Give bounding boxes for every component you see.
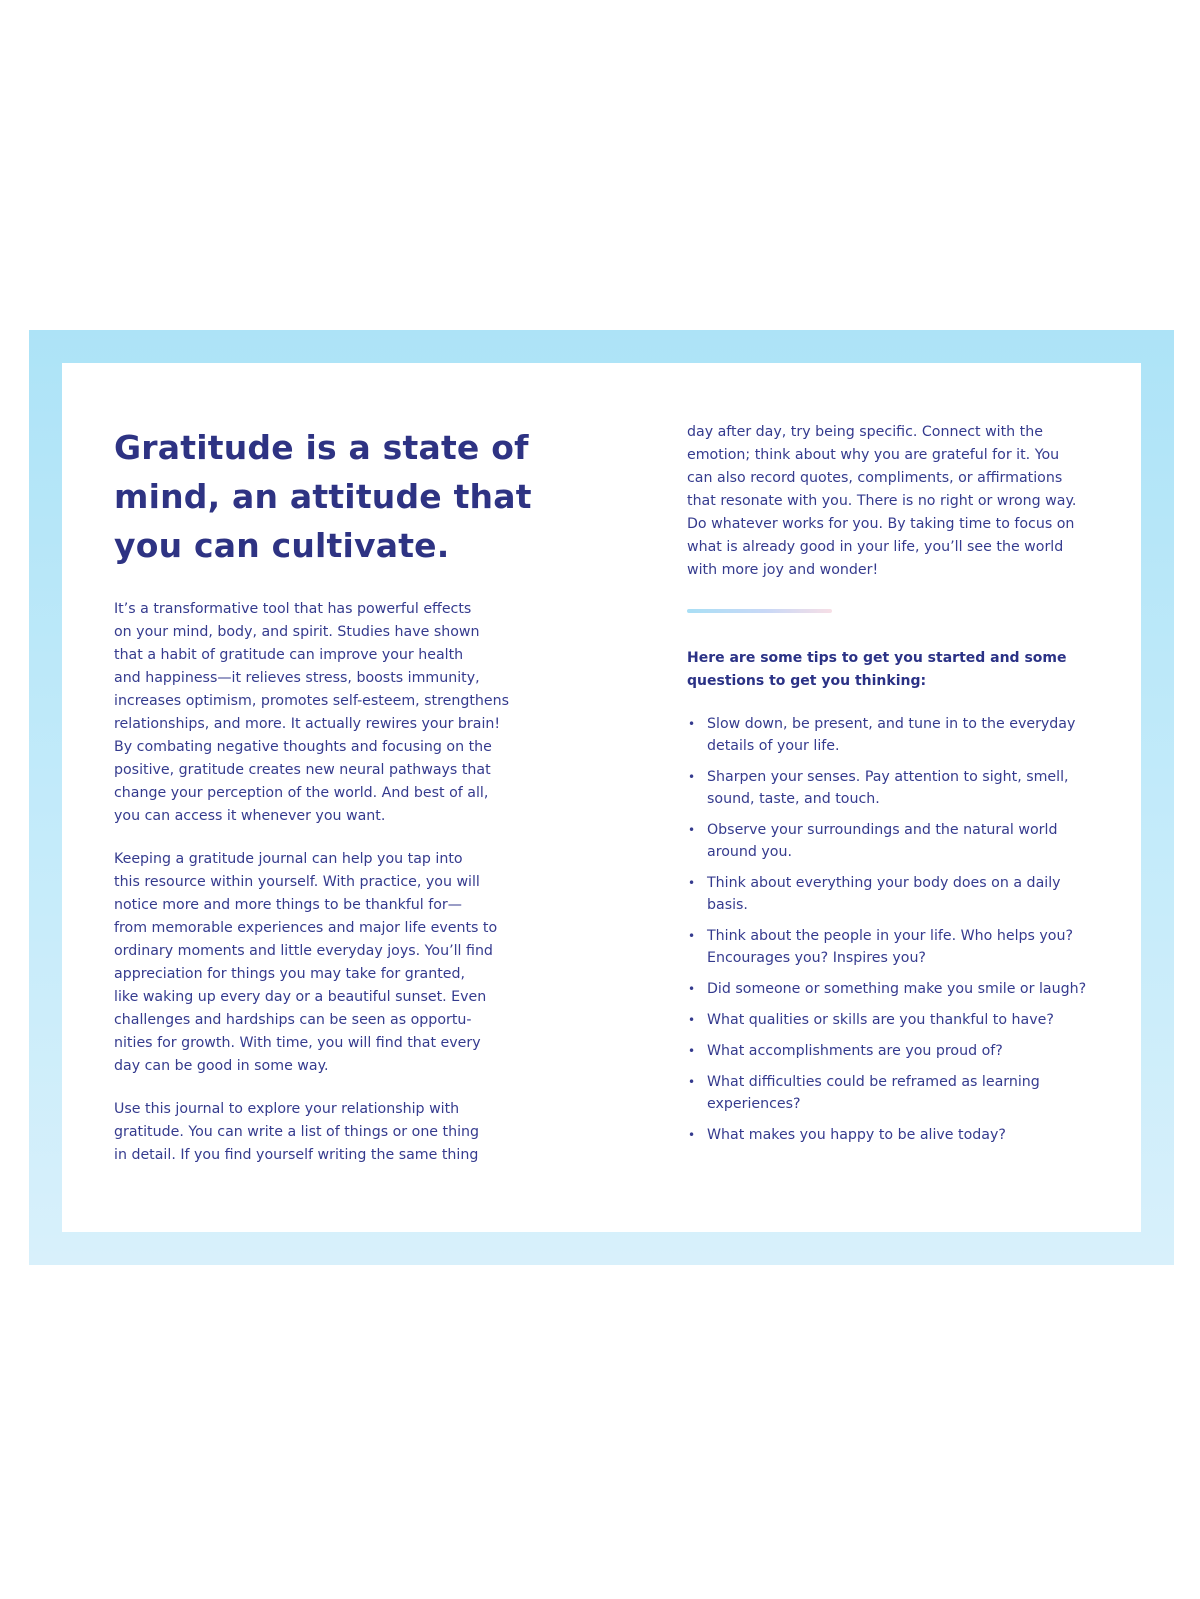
page-headline <box>114 423 544 570</box>
text-line: relationships, and more. It actually rewires your brain! <box>114 716 501 732</box>
text-line: Here are some tips to get you started and some <box>687 650 1067 666</box>
bullet-icon: • <box>688 982 696 996</box>
bullet-icon: • <box>688 770 696 784</box>
text-line: Think about everything your body does on a daily <box>707 875 1061 891</box>
list-item <box>687 766 1097 810</box>
headline-line: Gratitude is a state of <box>114 428 529 467</box>
text-line: What qualities or skills are you thankful to have? <box>707 1012 1054 1028</box>
text-line: that resonate with you. There is no right or wrong way. <box>687 493 1077 509</box>
text-line: Sharpen your senses. Pay attention to sight, smell, <box>707 769 1069 785</box>
bullet-icon: • <box>688 1013 696 1027</box>
text-line: you can access it whenever you want. <box>114 808 386 824</box>
text-line: basis. <box>707 897 748 913</box>
text-line: ordinary moments and little everyday joys. You’ll find <box>114 943 493 959</box>
list-item <box>687 925 1097 969</box>
right-column <box>687 421 1097 1155</box>
text-line: positive, gratitude creates new neural pathways that <box>114 762 491 778</box>
text-line: like waking up every day or a beautiful sunset. Even <box>114 989 487 1005</box>
continuation-paragraph <box>687 421 1097 582</box>
text-line: increases optimism, promotes self-esteem, strengthens <box>114 693 510 709</box>
text-line: sound, taste, and touch. <box>707 791 880 807</box>
tips-intro <box>687 647 1097 693</box>
text-line: Slow down, be present, and tune in to the everyday <box>707 716 1076 732</box>
text-line: challenges and hardships can be seen as opportu- <box>114 1012 472 1028</box>
text-line: with more joy and wonder! <box>687 562 879 578</box>
bullet-icon: • <box>688 1075 696 1089</box>
list-item <box>687 819 1097 863</box>
text-line: Use this journal to explore your relationship with <box>114 1101 460 1117</box>
tips-list <box>687 713 1097 1146</box>
text-line: gratitude. You can write a list of things or one thing <box>114 1124 480 1140</box>
journal-paragraph <box>114 848 544 1078</box>
text-line: what is already good in your life, you’ll see the world <box>687 539 1064 555</box>
bullet-icon: • <box>688 876 696 890</box>
text-line: It’s a transformative tool that has powerful effects <box>114 601 472 617</box>
text-line: change your perception of the world. And best of all, <box>114 785 489 801</box>
text-line: in detail. If you find yourself writing the same thing <box>114 1147 479 1163</box>
text-line: Observe your surroundings and the natural world <box>707 822 1058 838</box>
text-line: What makes you happy to be alive today? <box>707 1127 1006 1143</box>
text-line: By combating negative thoughts and focusing on the <box>114 739 492 755</box>
gradient-divider <box>687 609 832 613</box>
text-line: experiences? <box>707 1096 801 1112</box>
bullet-icon: • <box>688 1128 696 1142</box>
text-line: details of your life. <box>707 738 840 754</box>
headline-line: mind, an attitude that <box>114 477 532 516</box>
text-line: Think about the people in your life. Who helps you? <box>707 928 1074 944</box>
list-item <box>687 1009 1097 1031</box>
text-line: questions to get you thinking: <box>687 673 927 689</box>
text-line: notice more and more things to be thankful for— <box>114 897 462 913</box>
text-line: What accomplishments are you proud of? <box>707 1043 1003 1059</box>
list-item <box>687 1124 1097 1146</box>
list-item <box>687 1040 1097 1062</box>
text-line: that a habit of gratitude can improve your health <box>114 647 464 663</box>
text-line: Did someone or something make you smile or laugh? <box>707 981 1087 997</box>
text-line: day after day, try being specific. Connect with the <box>687 424 1043 440</box>
bullet-icon: • <box>688 1044 696 1058</box>
list-item <box>687 713 1097 757</box>
text-line: around you. <box>707 844 792 860</box>
text-line: Encourages you? Inspires you? <box>707 950 926 966</box>
bullet-icon: • <box>688 717 696 731</box>
text-line: nities for growth. With time, you will find that every <box>114 1035 481 1051</box>
text-line: can also record quotes, compliments, or affirmations <box>687 470 1063 486</box>
left-column <box>114 423 544 1187</box>
list-item <box>687 1071 1097 1115</box>
text-line: appreciation for things you may take for granted, <box>114 966 466 982</box>
text-line: emotion; think about why you are grateful for it. You <box>687 447 1060 463</box>
bullet-icon: • <box>688 929 696 943</box>
bullet-icon: • <box>688 823 696 837</box>
list-item <box>687 978 1097 1000</box>
page-card <box>62 363 1141 1232</box>
text-line: on your mind, body, and spirit. Studies have shown <box>114 624 480 640</box>
text-line: Keeping a gratitude journal can help you tap into <box>114 851 463 867</box>
text-line: Do whatever works for you. By taking time to focus on <box>687 516 1075 532</box>
text-line: from memorable experiences and major life events to <box>114 920 498 936</box>
text-line: What difficulties could be reframed as learning <box>707 1074 1040 1090</box>
intro-paragraph <box>114 598 544 828</box>
text-line: this resource within yourself. With practice, you will <box>114 874 480 890</box>
headline-line: you can cultivate. <box>114 526 450 565</box>
list-item <box>687 872 1097 916</box>
text-line: day can be good in some way. <box>114 1058 329 1074</box>
text-line: and happiness—it relieves stress, boosts immunity, <box>114 670 480 686</box>
usage-paragraph <box>114 1098 544 1167</box>
